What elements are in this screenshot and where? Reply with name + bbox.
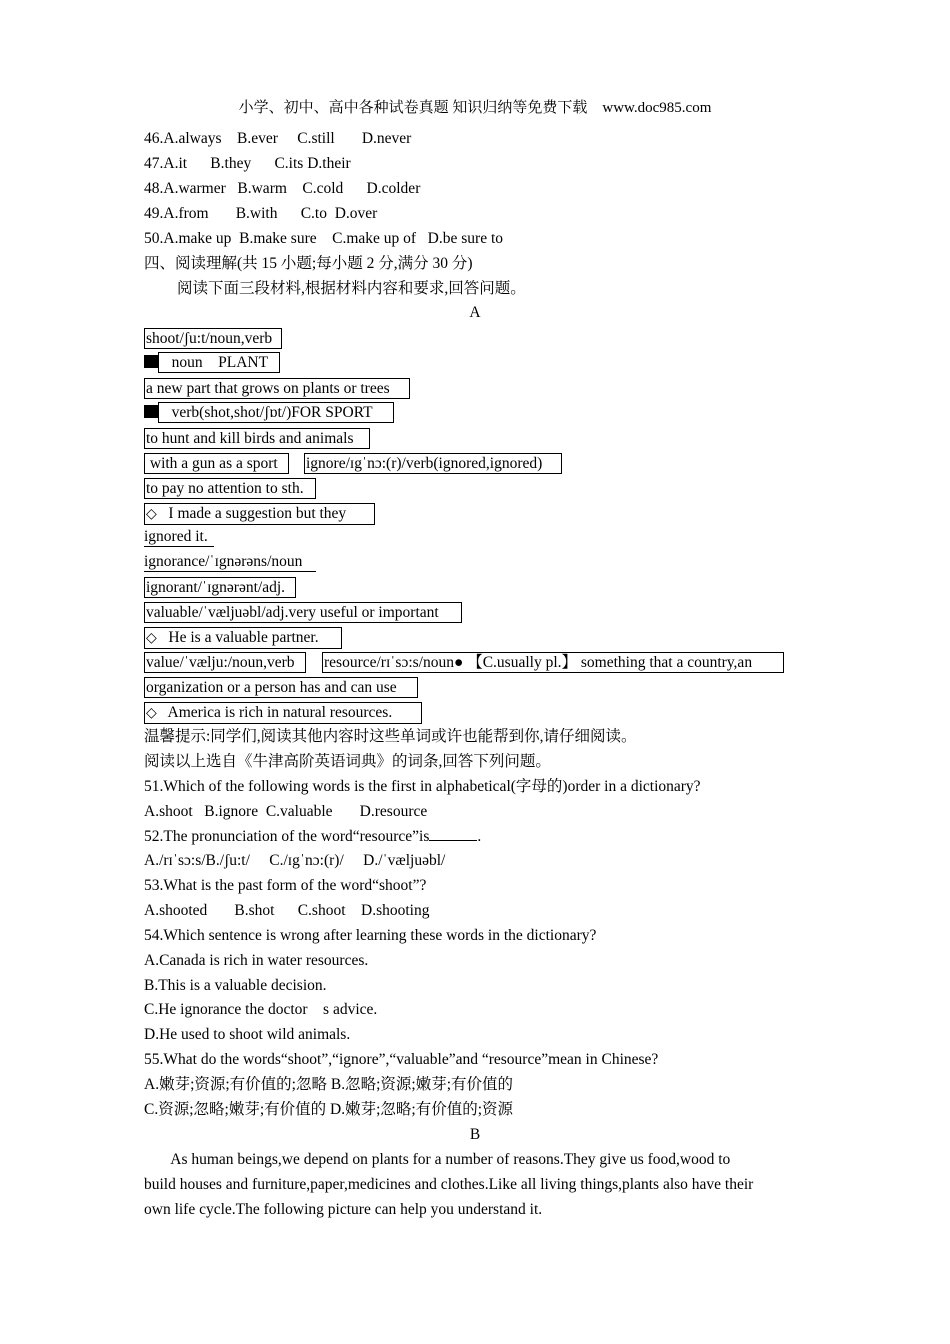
entry-ignorant: ignorant/ˈɪgnərənt/adj.	[144, 577, 296, 598]
example-diamond-icon: ◇	[146, 705, 157, 721]
example-diamond-icon: ◇	[146, 506, 157, 522]
entry-value: value/ˈvælju:/noun,verb	[144, 652, 306, 673]
valuable-example: ◇ He is a valuable partner.	[144, 627, 342, 649]
question-54-option-c: C.He ignorance the doctor s advice.	[144, 1001, 378, 1018]
ignore-definition: to pay no attention to sth.	[144, 478, 316, 499]
question-54-option-a: A.Canada is rich in water resources.	[144, 952, 369, 969]
resource-definition-cont: organization or a person has and can use	[144, 677, 418, 698]
question-55-options-ab: A.嫩芽;资源;有价值的;忽略 B.忽略;资源;嫩芽;有价值的	[144, 1076, 513, 1093]
passage-b-line: build houses and furniture,paper,medicines and clothes.Like all living things,plants also have their	[144, 1176, 754, 1193]
entry-ignore: ignore/ɪgˈnɔ:(r)/verb(ignored,ignored)	[304, 453, 562, 474]
shoot-noun-definition: a new part that grows on plants or trees	[144, 378, 410, 399]
question-53: 53.What is the past form of the word“shoot”?	[144, 877, 427, 894]
ignore-example: ◇ I made a suggestion but they	[144, 503, 375, 525]
shoot-verb-definition-cont: with a gun as a sport	[144, 453, 289, 474]
option-line-47: 47.A.it B.they C.its D.their	[144, 155, 351, 172]
page-header: 小学、初中、高中各种试卷真题 知识归纳等免费下载 www.doc985.com	[238, 100, 712, 116]
question-53-options: A.shooted B.shot C.shoot D.shooting	[144, 902, 430, 919]
answer-blank	[429, 826, 477, 841]
question-55-options-cd: C.资源;忽略;嫩芽;有价值的 D.嫩芽;忽略;有价值的;资源	[144, 1101, 513, 1118]
section-title: 四、阅读理解(共 15 小题;每小题 2 分,满分 30 分)	[144, 255, 473, 272]
passage-a-instruction: 阅读以上选自《牛津高阶英语词典》的词条,回答下列问题。	[144, 753, 551, 770]
option-line-48: 48.A.warmer B.warm C.cold D.colder	[144, 180, 421, 197]
question-52: 52.The pronunciation of the word“resource”is .	[144, 828, 482, 845]
shoot-verb-sense: verb(shot,shot/ʃɒt/)FOR SPORT	[158, 402, 394, 423]
shoot-noun-sense: noun PLANT	[158, 352, 280, 373]
question-52-options: A./rɪˈsɔ:s/B./ʃu:t/ C./ɪgˈnɔ:(r)/ D./ˈvæljuəbl/	[144, 852, 446, 869]
entry-ignorance: ignorance/ˈɪgnərəns/noun	[144, 552, 316, 572]
passage-b-line: As human beings,we depend on plants for a number of reasons.They give us food,wood to	[144, 1151, 731, 1168]
section-instruction: 阅读下面三段材料,根据材料内容和要求,回答问题。	[177, 280, 526, 297]
ignore-example-cont: ignored it.	[144, 527, 214, 547]
question-51: 51.Which of the following words is the first in alphabetical(字母的)order in a dictionary?	[144, 778, 701, 795]
shoot-verb-definition: to hunt and kill birds and animals	[144, 428, 370, 449]
example-diamond-icon: ◇	[146, 630, 157, 646]
entry-resource: resource/rɪˈsɔ:s/noun● 【C.usually pl.】 something that a country,an	[322, 652, 784, 673]
question-54-option-d: D.He used to shoot wild animals.	[144, 1026, 351, 1043]
passage-b-label: B	[469, 1126, 481, 1143]
option-line-46: 46.A.always B.ever C.still D.never	[144, 130, 412, 147]
bullet-square-icon	[144, 355, 158, 368]
question-55: 55.What do the words“shoot”,“ignore”,“valuable”and “resource”mean in Chinese?	[144, 1051, 659, 1068]
question-54: 54.Which sentence is wrong after learning these words in the dictionary?	[144, 927, 597, 944]
question-54-option-b: B.This is a valuable decision.	[144, 977, 327, 994]
option-line-49: 49.A.from B.with C.to D.over	[144, 205, 378, 222]
bullet-square-icon	[144, 405, 158, 418]
question-51-options: A.shoot B.ignore C.valuable D.resource	[144, 803, 428, 820]
passage-b-line: own life cycle.The following picture can help you understand it.	[144, 1201, 543, 1218]
entry-valuable: valuable/ˈvæljuəbl/adj.very useful or important	[144, 602, 462, 623]
option-line-50: 50.A.make up B.make sure C.make up of D.be sure to	[144, 230, 504, 247]
passage-a-label: A	[469, 304, 481, 321]
entry-shoot: shoot/ʃu:t/noun,verb	[144, 328, 282, 349]
resource-example: ◇ America is rich in natural resources.	[144, 702, 422, 724]
tip-text: 温馨提示:同学们,阅读其他内容时这些单词或许也能帮到你,请仔细阅读。	[144, 728, 637, 745]
